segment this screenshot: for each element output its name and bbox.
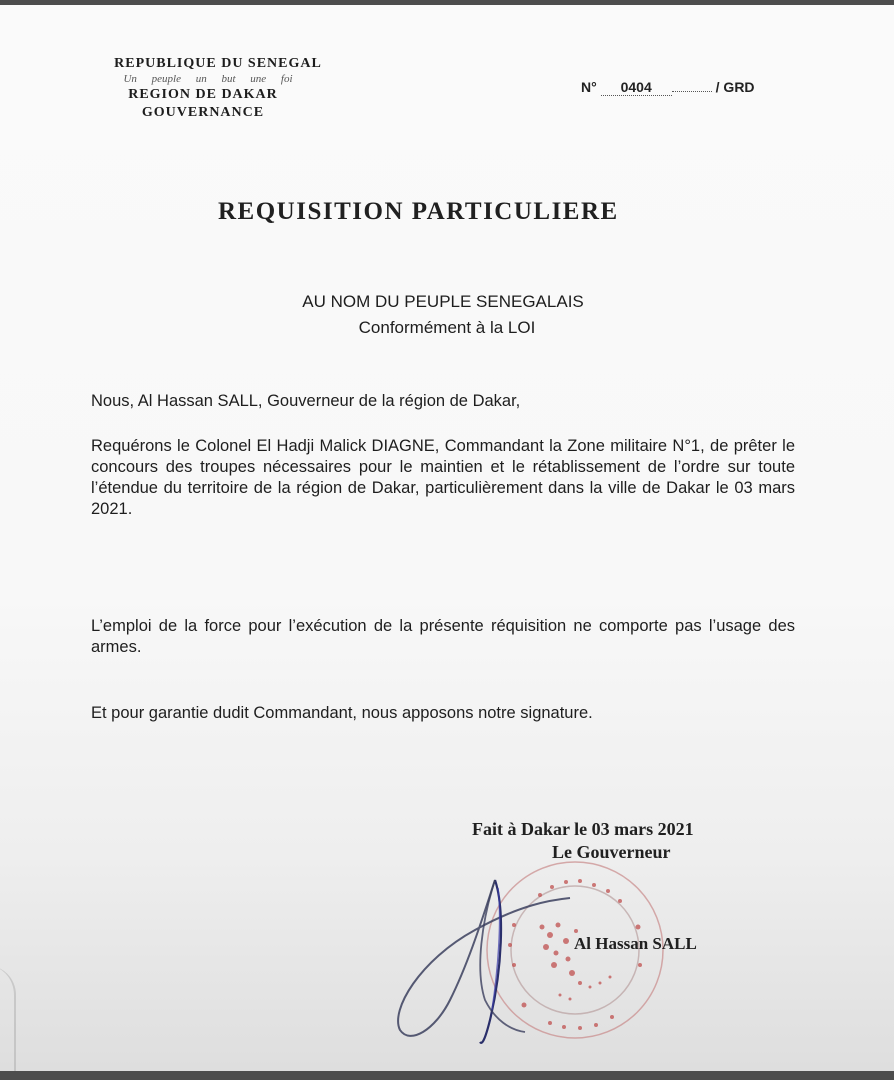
letterhead-country: REPUBLIQUE DU SENEGAL: [114, 56, 322, 71]
paragraph-intro: Nous, Al Hassan SALL, Gouverneur de la région de Dakar,: [91, 392, 521, 410]
reference-dots: [672, 91, 712, 92]
reference-suffix: / GRD: [715, 79, 755, 95]
signatory-role: Le Gouverneur: [552, 842, 671, 862]
page-edge-shadow: [0, 965, 16, 1071]
letterhead-office: GOUVERNANCE: [141, 105, 265, 120]
letterhead: [88, 55, 348, 122]
document-subtitle-law: Conformément à la LOI: [358, 318, 536, 337]
document-page: [0, 5, 894, 1071]
document-title: REQUISITION PARTICULIERE: [218, 198, 619, 225]
paragraph-use-of-force: L’emploi de la force pour l’exécution de la présente réquisition ne comporte pas l’usage des armes.: [91, 617, 795, 656]
reference-value: 0404: [601, 79, 672, 96]
place-date: Fait à Dakar le 03 mars 2021: [472, 819, 694, 839]
document-subtitle-people: AU NOM DU PEUPLE SENEGALAIS: [302, 292, 584, 311]
reference-prefix: N°: [581, 79, 597, 95]
paragraph-requisition: Requérons le Colonel El Hadji Malick DIAGNE, Commandant la Zone militaire N°1, de prêter le concours des troupes nécessaires pour le maintien et le rétablissement de l’ordre sur toute l’étendue du territoire de la région de Dakar, particulièrement dans la ville de Dakar le 03 mars 2021.: [91, 437, 795, 518]
letterhead-motto: Un peuple un but une foi: [123, 73, 293, 85]
paragraph-guarantee: Et pour garantie dudit Commandant, nous apposons notre signature.: [91, 704, 593, 722]
bottom-frame-bar: [0, 1071, 894, 1080]
letterhead-region: REGION DE DAKAR: [128, 87, 278, 102]
signatory-name: Al Hassan SALL: [574, 934, 697, 953]
handwritten-signature-icon: [390, 870, 690, 1050]
reference-number: [581, 79, 755, 96]
